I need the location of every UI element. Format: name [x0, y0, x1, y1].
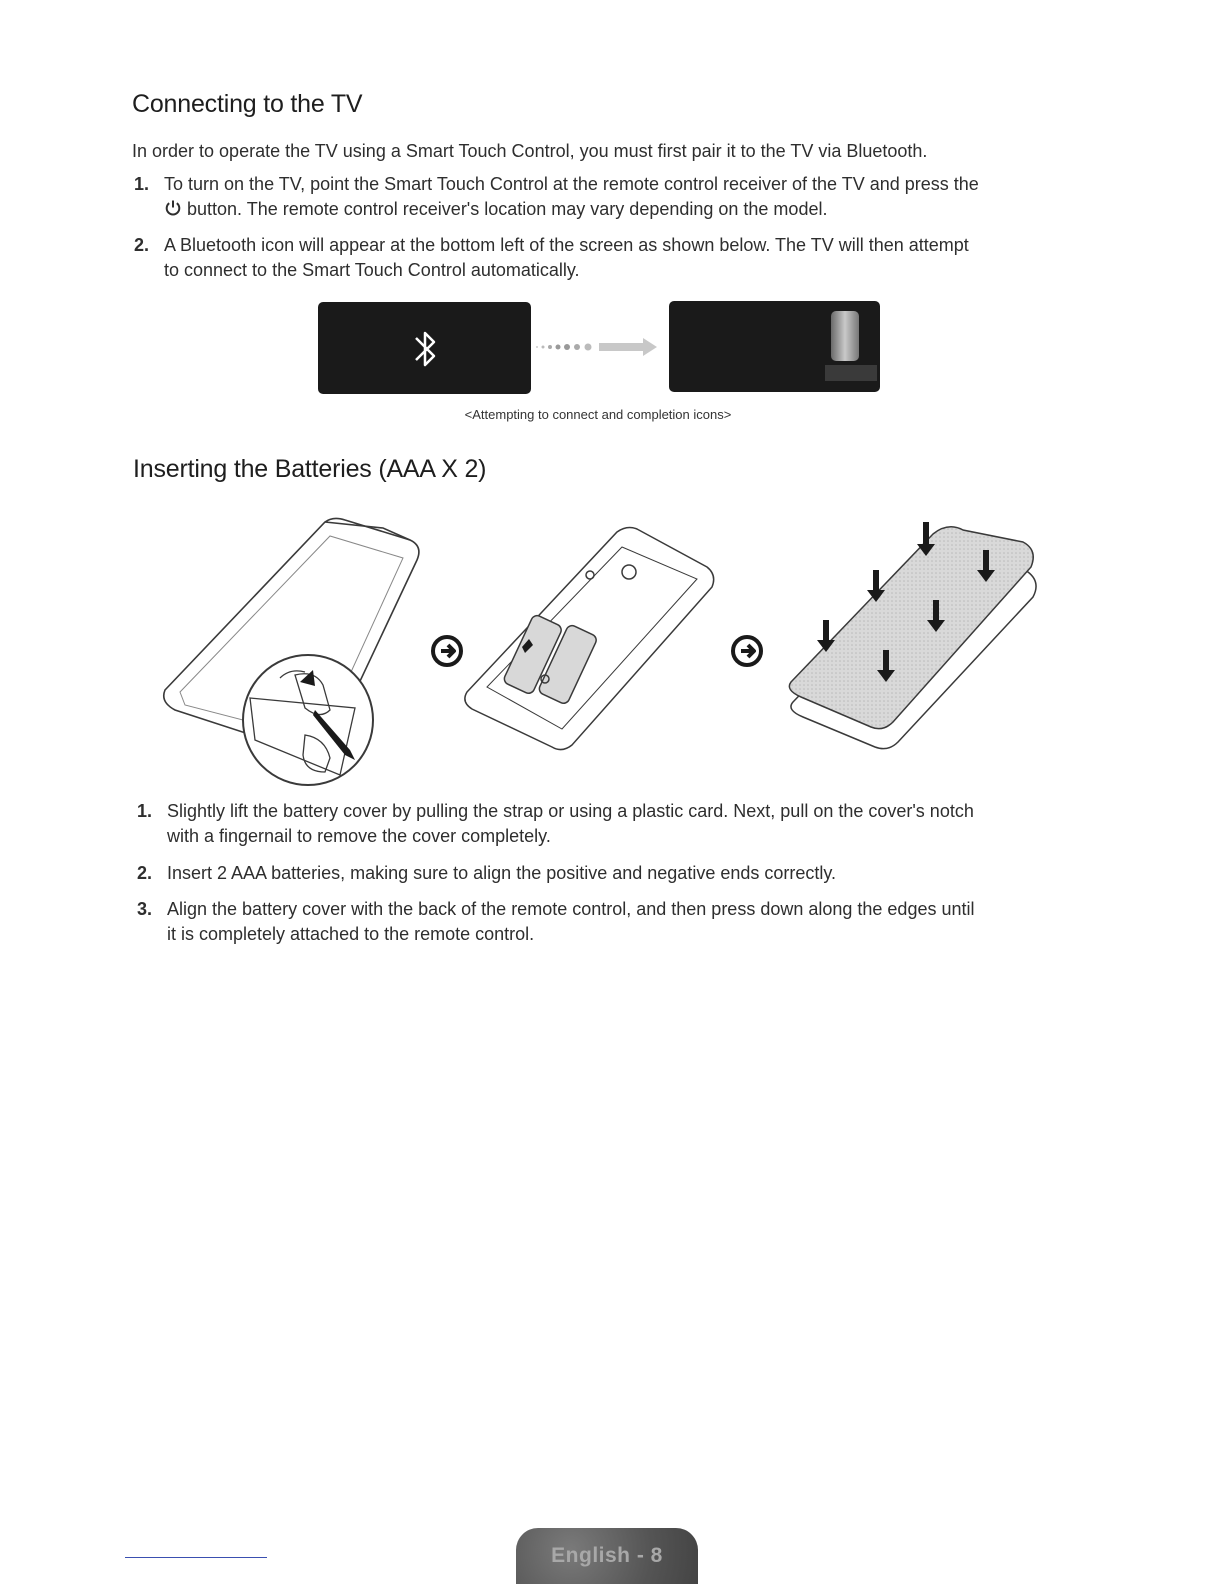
next-step-arrow-icon	[730, 634, 764, 668]
step-number: 2.	[137, 863, 153, 883]
step-number: 2.	[134, 235, 150, 255]
step-text-line: To turn on the TV, point the Smart Touch Control at the remote control receiver of the TV and press the	[164, 174, 979, 194]
page-label: English - 8	[551, 1544, 663, 1567]
connecting-arrow-icon	[533, 335, 663, 359]
step-text-line: button. The remote control receiver's location may vary depending on the model.	[182, 199, 828, 219]
step-number: 1.	[137, 801, 153, 821]
step-number: 3.	[137, 899, 153, 919]
battery-cover-removal-illustration	[155, 510, 435, 800]
step-text-line: Slightly lift the battery cover by pulling the strap or using a plastic card. Next, pull on the cover's notch	[167, 801, 974, 821]
tv-screen-connecting	[318, 302, 531, 394]
list-item	[137, 897, 1077, 949]
footer-rule	[125, 1557, 267, 1558]
power-icon	[164, 199, 182, 217]
step-text-line: Align the battery cover with the back of the remote control, and then press down along the edges until	[167, 899, 975, 919]
step-text-line: Insert 2 AAA batteries, making sure to align the positive and negative ends correctly.	[167, 863, 837, 883]
step-text-line: to connect to the Smart Touch Control automatically.	[164, 260, 580, 280]
bluetooth-icon	[406, 324, 446, 374]
step-text-line: A Bluetooth icon will appear at the bottom left of the screen as shown below. The TV will then attempt	[164, 235, 969, 255]
section-title-batteries: Inserting the Batteries (AAA X 2)	[133, 455, 487, 483]
intro-paragraph: In order to operate the TV using a Smart Touch Control, you must first pair it to the TV via Bluetooth.	[132, 141, 928, 161]
step-text-line: it is completely attached to the remote control.	[167, 924, 535, 944]
list-item	[137, 861, 1077, 887]
list-item	[137, 799, 1077, 851]
tv-screen-connected	[669, 301, 880, 392]
remote-connected-icon	[819, 307, 879, 387]
list-item	[134, 233, 1074, 285]
figure-caption: <Attempting to connect and completion icons>	[464, 407, 732, 422]
section-title-connecting: Connecting to the TV	[132, 90, 363, 118]
page-number-badge	[516, 1528, 698, 1584]
list-item	[134, 172, 1074, 224]
battery-insertion-illustration	[457, 517, 722, 757]
step-number: 1.	[134, 174, 150, 194]
battery-cover-attach-illustration	[783, 512, 1043, 757]
step-text-line: with a fingernail to remove the cover completely.	[167, 826, 551, 846]
